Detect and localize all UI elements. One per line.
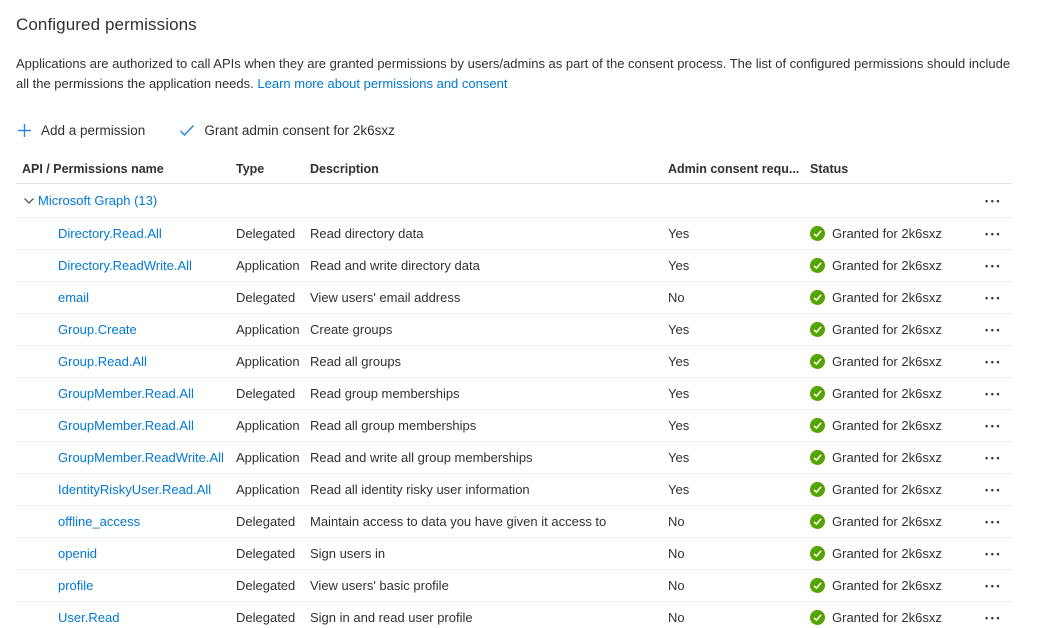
permission-row [16, 218, 1012, 250]
permission-description: Read all identity risky user information [310, 482, 530, 497]
column-header-admin-consent-required[interactable]: Admin consent requ... [668, 161, 800, 176]
admin-consent-required-value: Yes [668, 354, 690, 369]
status-text: Granted for 2k6sxz [832, 354, 942, 369]
more-options-button[interactable]: ••• [981, 193, 1002, 210]
permission-description: Read directory data [310, 226, 424, 241]
page-description [16, 54, 1026, 94]
column-header-type[interactable]: Type [236, 161, 265, 176]
granted-check-icon [810, 290, 825, 305]
permission-row [16, 474, 1012, 506]
column-header-status[interactable]: Status [810, 161, 849, 176]
chevron-down-icon[interactable] [22, 194, 36, 208]
more-options-button[interactable]: ••• [981, 418, 1002, 435]
more-options-button[interactable]: ••• [981, 546, 1002, 563]
permission-description: Read and write directory data [310, 258, 480, 273]
granted-check-icon [810, 450, 825, 465]
permission-description: Sign in and read user profile [310, 610, 473, 625]
granted-check-icon [810, 386, 825, 401]
more-options-button[interactable]: ••• [981, 450, 1002, 467]
more-options-button[interactable]: ••• [981, 354, 1002, 371]
api-group-row[interactable] [16, 184, 1012, 218]
admin-consent-required-value: Yes [668, 258, 690, 273]
permission-description: Maintain access to data you have given it access to [310, 514, 607, 529]
permission-type: Application [236, 258, 300, 273]
description-text: Applications are authorized to call APIs when they are granted permissions by users/admins as part of the consent process. The list of configured permissions should include all the permissions the application needs. [16, 56, 1011, 91]
permission-description: Sign users in [310, 546, 386, 561]
page-title: Configured permissions [16, 15, 197, 34]
permission-row [16, 538, 1012, 570]
status-text: Granted for 2k6sxz [832, 386, 942, 401]
more-options-button[interactable]: ••• [981, 258, 1002, 275]
permission-row [16, 442, 1012, 474]
admin-consent-required-value: No [668, 546, 685, 561]
permission-name-link[interactable]: offline_access [58, 514, 141, 529]
permission-status [810, 610, 968, 625]
permission-type: Delegated [236, 610, 296, 625]
permission-name-link[interactable]: IdentityRiskyUser.Read.All [58, 482, 212, 497]
grant-admin-consent-button[interactable] [179, 120, 395, 140]
more-options-button[interactable]: ••• [981, 226, 1002, 243]
granted-check-icon [810, 578, 825, 593]
permission-row [16, 250, 1012, 282]
permission-status [810, 354, 968, 369]
admin-consent-required-value: Yes [668, 386, 690, 401]
status-text: Granted for 2k6sxz [832, 610, 942, 625]
permission-status [810, 546, 968, 561]
permission-status [810, 450, 968, 465]
grant-admin-consent-label: Grant admin consent for 2k6sxz [204, 122, 395, 138]
permission-type: Delegated [236, 578, 296, 593]
permission-description: Create groups [310, 322, 393, 337]
status-text: Granted for 2k6sxz [832, 514, 942, 529]
granted-check-icon [810, 610, 825, 625]
table-body [16, 218, 1012, 628]
permission-status [810, 514, 968, 529]
permission-status [810, 226, 968, 241]
permission-type: Application [236, 322, 300, 337]
status-text: Granted for 2k6sxz [832, 290, 942, 305]
status-text: Granted for 2k6sxz [832, 322, 942, 337]
more-options-button[interactable]: ••• [981, 290, 1002, 307]
add-permission-label: Add a permission [41, 122, 146, 138]
admin-consent-required-value: No [668, 610, 685, 625]
granted-check-icon [810, 418, 825, 433]
status-text: Granted for 2k6sxz [832, 226, 942, 241]
permission-name-link[interactable]: Group.Read.All [58, 354, 147, 369]
permission-status [810, 258, 968, 273]
more-options-button[interactable]: ••• [981, 482, 1002, 499]
permission-status [810, 322, 968, 337]
permission-row [16, 602, 1012, 628]
permission-row [16, 346, 1012, 378]
permission-type: Delegated [236, 514, 296, 529]
permission-name-link[interactable]: profile [58, 578, 94, 593]
table-header-row [16, 154, 1012, 184]
admin-consent-required-value: Yes [668, 450, 690, 465]
permission-type: Application [236, 450, 300, 465]
command-bar [16, 120, 1041, 140]
admin-consent-required-value: No [668, 578, 685, 593]
granted-check-icon [810, 258, 825, 273]
permission-row [16, 314, 1012, 346]
permission-row [16, 570, 1012, 602]
admin-consent-required-value: Yes [668, 482, 690, 497]
permission-name-link[interactable]: User.Read [58, 610, 120, 625]
permission-row [16, 282, 1012, 314]
plus-icon [16, 122, 32, 138]
admin-consent-required-value: Yes [668, 322, 690, 337]
permission-name-link[interactable]: GroupMember.ReadWrite.All [58, 450, 224, 465]
permission-description: Read all groups [310, 354, 402, 369]
status-text: Granted for 2k6sxz [832, 418, 942, 433]
permission-name-link[interactable]: email [58, 290, 90, 305]
permission-row [16, 506, 1012, 538]
permission-type: Delegated [236, 290, 296, 305]
granted-check-icon [810, 514, 825, 529]
more-options-button[interactable]: ••• [981, 386, 1002, 403]
granted-check-icon [810, 354, 825, 369]
permission-description: View users' basic profile [310, 578, 449, 593]
permission-description: Read and write all group memberships [310, 450, 533, 465]
permission-description: Read all group memberships [310, 418, 477, 433]
permissions-table [16, 154, 1012, 628]
granted-check-icon [810, 226, 825, 241]
granted-check-icon [810, 546, 825, 561]
granted-check-icon [810, 322, 825, 337]
permission-name-link[interactable]: Directory.Read.All [58, 226, 162, 241]
status-text: Granted for 2k6sxz [832, 450, 942, 465]
permission-type: Application [236, 482, 300, 497]
status-text: Granted for 2k6sxz [832, 258, 942, 273]
admin-consent-required-value: Yes [668, 226, 690, 241]
permission-type: Delegated [236, 226, 296, 241]
permission-description: Read group memberships [310, 386, 460, 401]
permission-status [810, 290, 968, 305]
permission-name-link[interactable]: GroupMember.Read.All [58, 418, 194, 433]
permission-name-link[interactable]: openid [58, 546, 98, 561]
status-text: Granted for 2k6sxz [832, 482, 942, 497]
more-options-button[interactable]: ••• [981, 578, 1002, 595]
granted-check-icon [810, 482, 825, 497]
permission-type: Delegated [236, 546, 296, 561]
column-header-api-permissions-name[interactable]: API / Permissions name [22, 161, 164, 176]
permission-row [16, 378, 1012, 410]
permission-row [16, 410, 1012, 442]
learn-more-link[interactable]: Learn more about permissions and consent [257, 76, 508, 91]
permission-status [810, 578, 968, 593]
permission-name-link[interactable]: Directory.ReadWrite.All [58, 258, 192, 273]
permission-status [810, 482, 968, 497]
permission-status [810, 386, 968, 401]
admin-consent-required-value: No [668, 290, 685, 305]
status-text: Granted for 2k6sxz [832, 546, 942, 561]
admin-consent-required-value: Yes [668, 418, 690, 433]
more-options-button[interactable]: ••• [981, 610, 1002, 627]
status-text: Granted for 2k6sxz [832, 578, 942, 593]
admin-consent-required-value: No [668, 514, 685, 529]
permission-description: View users' email address [310, 290, 461, 305]
add-permission-button[interactable] [16, 120, 145, 140]
api-group-link[interactable]: Microsoft Graph (13) [38, 193, 158, 208]
column-header-description[interactable]: Description [310, 161, 379, 176]
permission-type: Delegated [236, 386, 296, 401]
permission-type: Application [236, 418, 300, 433]
permission-type: Application [236, 354, 300, 369]
permission-status [810, 418, 968, 433]
more-options-button[interactable]: ••• [981, 514, 1002, 531]
more-options-button[interactable]: ••• [981, 322, 1002, 339]
permission-name-link[interactable]: GroupMember.Read.All [58, 386, 194, 401]
checkmark-icon [179, 122, 195, 138]
permission-name-link[interactable]: Group.Create [58, 322, 137, 337]
